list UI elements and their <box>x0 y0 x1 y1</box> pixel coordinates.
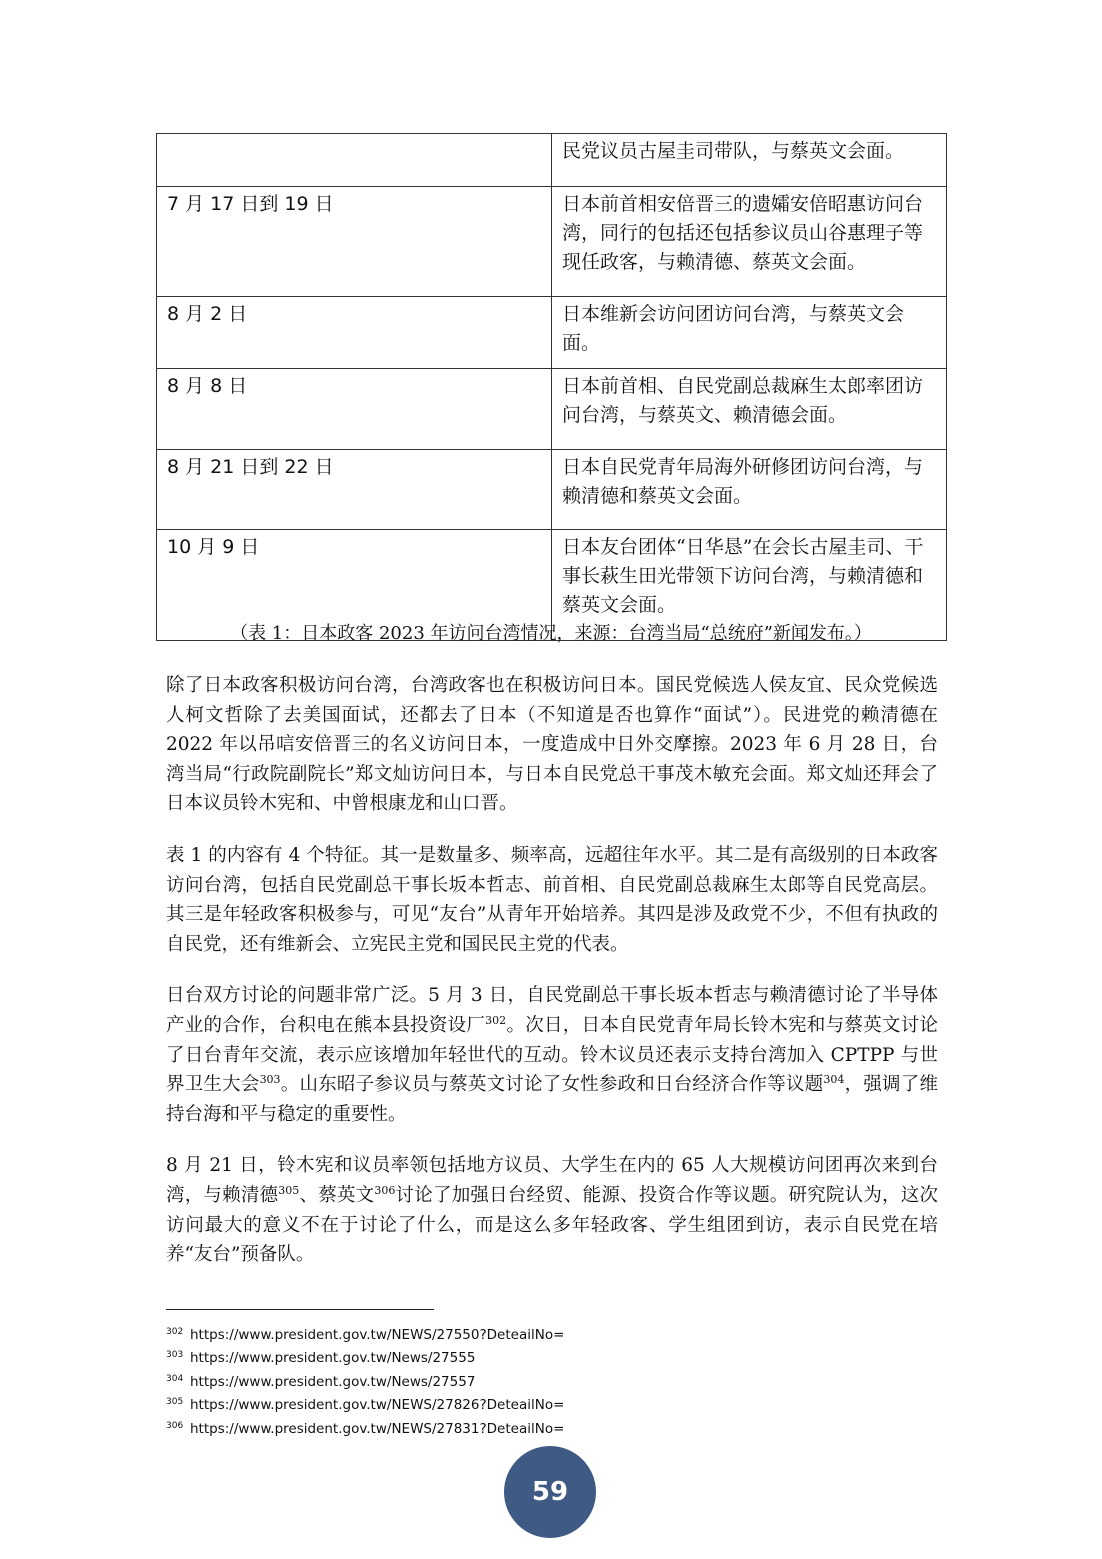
body-text <box>166 671 938 1292</box>
footnote-number: 305 <box>166 1397 184 1408</box>
footnotes <box>166 1322 926 1439</box>
table-cell-date <box>157 134 552 187</box>
table-cell-description: 日本前首相、自民党副总裁麻生太郎率团访问台湾，与蔡英文、赖清德会面。 <box>552 369 947 450</box>
table-row <box>157 187 947 297</box>
table-cell-date: 8 月 21 日到 22 日 <box>157 450 552 530</box>
table-cell-description: 日本自民党青年局海外研修团访问台湾，与赖清德和蔡英文会面。 <box>552 450 947 530</box>
footnote <box>166 1369 926 1392</box>
paragraph: 除了日本政客积极访问台湾，台湾政客也在积极访问日本。国民党候选人侯友宜、民众党候选人柯文哲除了去美国面试，还都去了日本（不知道是否也算作“面试”）。民进党的赖清德在 2022 年以吊唁安倍晋三的名义访问日本，一度造成中日外交摩擦。2023 年 6 月 28 日，台湾当局“行政院副院长”郑文灿访问日本，与日本自民党总干事茂木敏充会面。郑文灿还拜会了日本议员铃木宪和、中曾根康龙和山口晋。 <box>166 675 938 815</box>
paragraph-text: 讨论了加强日台经贸、能源、投资合作等议题。研究院认为，这次访问最大的意义不在于讨论了什么，而是这么多年轻政客、学生组团到访，表示自民党在培养“友台”预备队。 <box>166 1184 938 1266</box>
visits-table <box>156 133 947 641</box>
footnote <box>166 1322 926 1345</box>
paragraph <box>166 1151 938 1269</box>
paragraph-text: ，强调了维持台海和平与稳定的重要性。 <box>166 1074 938 1125</box>
table-row <box>157 450 947 530</box>
table-cell-description: 日本前首相安倍晋三的遗孀安倍昭惠访问台湾，同行的包括还包括参议员山谷惠理子等现任政客，与赖清德、蔡英文会面。 <box>552 187 947 297</box>
footnote-link[interactable]: https://www.president.gov.tw/News/27555 <box>190 1350 476 1367</box>
paragraph: 表 1 的内容有 4 个特征。其一是数量多、频率高，远超往年水平。其二是有高级别的日本政客访问台湾，包括自民党副总干事长坂本哲志、前首相、自民党副总裁麻生太郎等自民党高层。其三是年轻政客积极参与，可见“友台”从青年开始培养。其四是涉及政党不少，不但有执政的自民党，还有维新会、立宪民主党和国民民主党的代表。 <box>166 844 938 955</box>
footnote <box>166 1392 926 1415</box>
footnote-link[interactable]: https://www.president.gov.tw/NEWS/27831?DeteailNo= <box>190 1420 565 1437</box>
footnote-ref[interactable]: 302 <box>485 1013 507 1027</box>
table-cell-description: 民党议员古屋圭司带队，与蔡英文会面。 <box>552 134 947 187</box>
footnote-number: 304 <box>166 1373 184 1384</box>
table-cell-date: 10 月 9 日 <box>157 530 552 641</box>
footnote <box>166 1416 926 1439</box>
paragraph-text: 。山东昭子参议员与蔡英文讨论了女性参政和日台经济合作等议题 <box>280 1074 824 1096</box>
paragraph-text: 8 月 21 日，铃木宪和议员率领包括地方议员、大学生在内的 65 人大规模访问团再次来到台湾，与赖清德 <box>166 1155 938 1206</box>
paragraph-text: 、蔡英文 <box>299 1184 375 1206</box>
table-row <box>157 134 947 187</box>
paragraph-text: 日台双方讨论的问题非常广泛。5 月 3 日，自民党副总干事长坂本哲志与赖清德讨论了半导体产业的合作，台积电在熊本县投资设厂 <box>166 985 938 1036</box>
paragraph <box>166 981 938 1129</box>
table-cell-description: 日本维新会访问团访问台湾，与蔡英文会面。 <box>552 297 947 369</box>
footnote-ref[interactable]: 305 <box>278 1183 300 1197</box>
footnote-link[interactable]: https://www.president.gov.tw/NEWS/27550?DeteailNo= <box>190 1327 565 1343</box>
footnote-number: 306 <box>166 1420 184 1431</box>
footnote-ref[interactable]: 306 <box>374 1183 396 1197</box>
footnote <box>166 1345 926 1368</box>
footnote-ref[interactable]: 303 <box>259 1073 281 1087</box>
table-cell-date: 8 月 2 日 <box>157 297 552 369</box>
footnote-link[interactable]: https://www.president.gov.tw/News/27557 <box>190 1373 476 1390</box>
table-row <box>157 369 947 450</box>
table-row <box>157 297 947 369</box>
table-cell-date: 7 月 17 日到 19 日 <box>157 187 552 297</box>
footnote-number: 303 <box>166 1350 184 1361</box>
footnote-link[interactable]: https://www.president.gov.tw/NEWS/27826?DeteailNo= <box>190 1397 565 1414</box>
table-cell-description: 日本友台团体“日华恳”在会长古屋圭司、干事长萩生田光带领下访问台湾，与赖清德和蔡英文会面。 <box>552 530 947 641</box>
footnote-number: 302 <box>166 1327 184 1337</box>
footnote-ref[interactable]: 304 <box>823 1073 845 1087</box>
paragraph-text: 。次日，日本自民党青年局长铃木宪和与蔡英文讨论了日台青年交流，表示应该增加年轻世代的互动。铃木议员还表示支持台湾加入 CPTPP 与世界卫生大会 <box>166 1014 938 1096</box>
footnote-divider <box>166 1309 434 1310</box>
page-number-badge: 59 <box>504 1446 596 1538</box>
table-caption: （表 1：日本政客 2023 年访问台湾情况，来源：台湾当局“总统府”新闻发布。） <box>230 623 872 644</box>
table-cell-date: 8 月 8 日 <box>157 369 552 450</box>
